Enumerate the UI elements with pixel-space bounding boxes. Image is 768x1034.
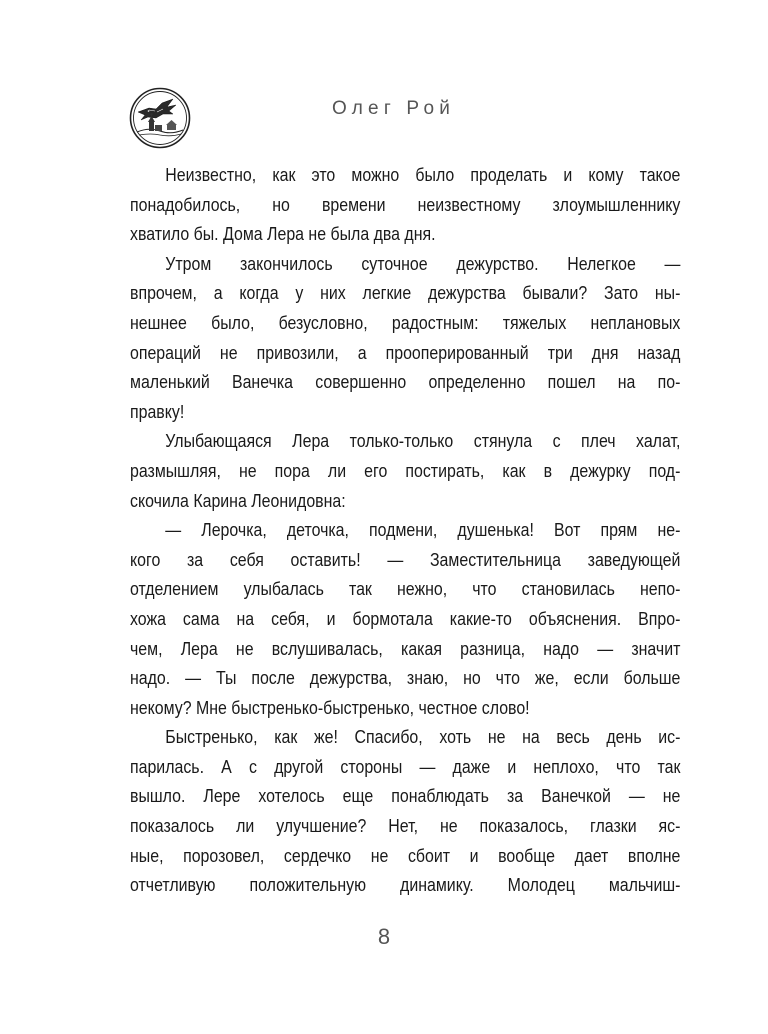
text-line: маленький Ванечка совершенно определенно пошел на по- bbox=[130, 371, 681, 393]
page-number: 8 bbox=[377, 924, 391, 949]
text-line: — Лерочка, деточка, подмени, душенька! Вот прям не- bbox=[165, 519, 681, 541]
text-line: операций не привозили, а прооперированный три дня назад bbox=[130, 341, 681, 363]
text-line: Утром закончилось суточное дежурство. Нелегкое — bbox=[165, 252, 681, 274]
swallow-emblem-icon bbox=[129, 87, 191, 149]
text-line: кого за себя оставить! — Заместительница заведующей bbox=[130, 548, 681, 570]
text-line: нешнее было, безусловно, радостным: тяжелых неплановых bbox=[130, 311, 681, 333]
text-line: размышляя, не пора ли его постирать, как в дежурку под- bbox=[130, 459, 681, 481]
body-text bbox=[130, 160, 681, 900]
text-line: скочила Карина Леонидовна: bbox=[130, 489, 346, 511]
text-line: Улыбающаяся Лера только-только стянула с плеч халат, bbox=[165, 430, 681, 452]
text-line: ные, порозовел, сердечко не сбоит и вообще дает вполне bbox=[130, 844, 681, 866]
text-line: отчетливую положительную динамику. Молодец мальчиш- bbox=[130, 874, 681, 896]
text-line: хватило бы. Дома Лера не была два дня. bbox=[130, 223, 436, 245]
text-line: понадобилось, но времени неизвестному злоумышленнику bbox=[130, 193, 681, 215]
text-line: показалось ли улучшение? Нет, не показалось, глазки яс- bbox=[130, 815, 681, 837]
text-line: вышло. Лере хотелось еще понаблюдать за Ванечкой — не bbox=[130, 785, 681, 807]
text-line: отделением улыбалась так нежно, что становилась непо- bbox=[130, 578, 681, 600]
text-line: некому? Мне быстренько-быстренько, честное слово! bbox=[130, 696, 530, 718]
text-line: Быстренько, как же! Спасибо, хоть не на весь день ис- bbox=[165, 726, 681, 748]
text-line: чем, Лера не вслушивалась, какая разница, надо — значит bbox=[130, 637, 681, 659]
text-line: парилась. А с другой стороны — даже и неплохо, что так bbox=[130, 755, 681, 777]
text-line: правку! bbox=[130, 400, 185, 422]
text-line: надо. — Ты после дежурства, знаю, но что же, если больше bbox=[130, 667, 681, 689]
text-line: хожа сама на себя, и бормотала какие-то объяснения. Впро- bbox=[130, 607, 681, 629]
running-head-author: Олег Рой bbox=[332, 98, 456, 119]
text-line: впрочем, а когда у них легкие дежурства бывали? Зато ны- bbox=[130, 282, 681, 304]
text-line: Неизвестно, как это можно было проделать и кому такое bbox=[165, 164, 681, 185]
